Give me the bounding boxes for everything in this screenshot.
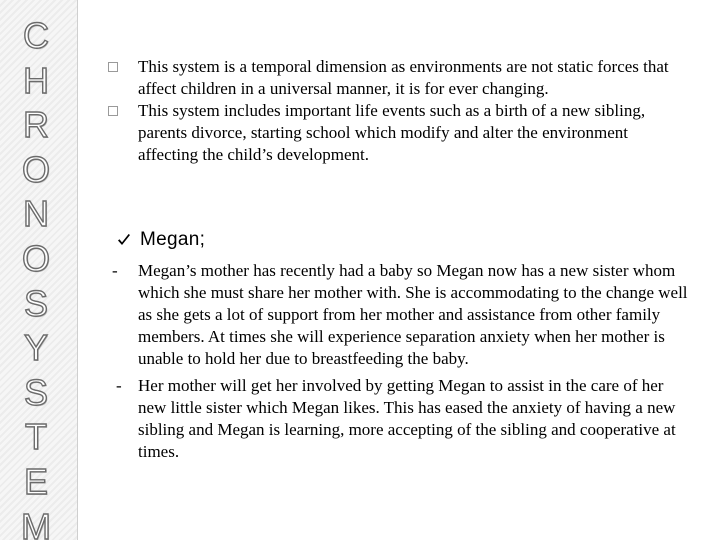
side-title-letter: M (21, 505, 51, 547)
megan-point (112, 260, 692, 370)
system-point-text: This system is a temporal dimension as environments are not static forces that affect children in a universal manner, it is for ever changing. (138, 57, 669, 98)
checkmark-icon (116, 232, 132, 248)
megan-point-text: Megan’s mother has recently had a baby so Megan now has a new sister whom which she must share her mother with. She is accommodating to the change well as she gets a lot of support from her mother and assistance from other family members. At times she will experience separation anxiety when her mother is unable to hold her due to breastfeeding the baby. (138, 261, 688, 368)
megan-point-text: Her mother will get her involved by getting Megan to assist in the care of her new little sister which Megan likes. This has eased the anxiety of having a new sibling and Megan is learning, more accepting of the sibling and cooperative at times. (138, 376, 676, 461)
side-title-letter: O (21, 237, 50, 279)
side-title-letter: T (25, 416, 47, 458)
system-point (108, 100, 688, 166)
box-bullet-icon (108, 106, 118, 116)
system-point-text: This system includes important life events such as a birth of a new sibling, parents divorce, starting school which modify and alter the environment affecting the child’s development. (138, 101, 646, 164)
dash-bullet: - (116, 376, 122, 395)
side-title-strip (0, 0, 78, 547)
side-title-letter: O (21, 148, 50, 190)
megan-points-list (112, 260, 692, 468)
side-title-letter: E (23, 460, 48, 502)
side-title-letters (0, 14, 72, 549)
megan-heading-text: Megan; (140, 229, 206, 250)
side-title-letter: S (23, 371, 48, 413)
side-title-letter: H (23, 59, 49, 101)
side-title-letter: Y (23, 327, 48, 369)
side-title-letter: R (23, 104, 49, 146)
megan-point (112, 375, 692, 463)
side-title-letter: N (23, 193, 49, 235)
box-bullet-icon (108, 62, 118, 72)
side-title-letter: S (23, 282, 48, 324)
megan-heading (116, 227, 205, 253)
side-title-letter: C (23, 15, 49, 56)
dash-bullet: - (112, 261, 118, 280)
system-points-list (108, 56, 688, 166)
system-point (108, 56, 688, 100)
